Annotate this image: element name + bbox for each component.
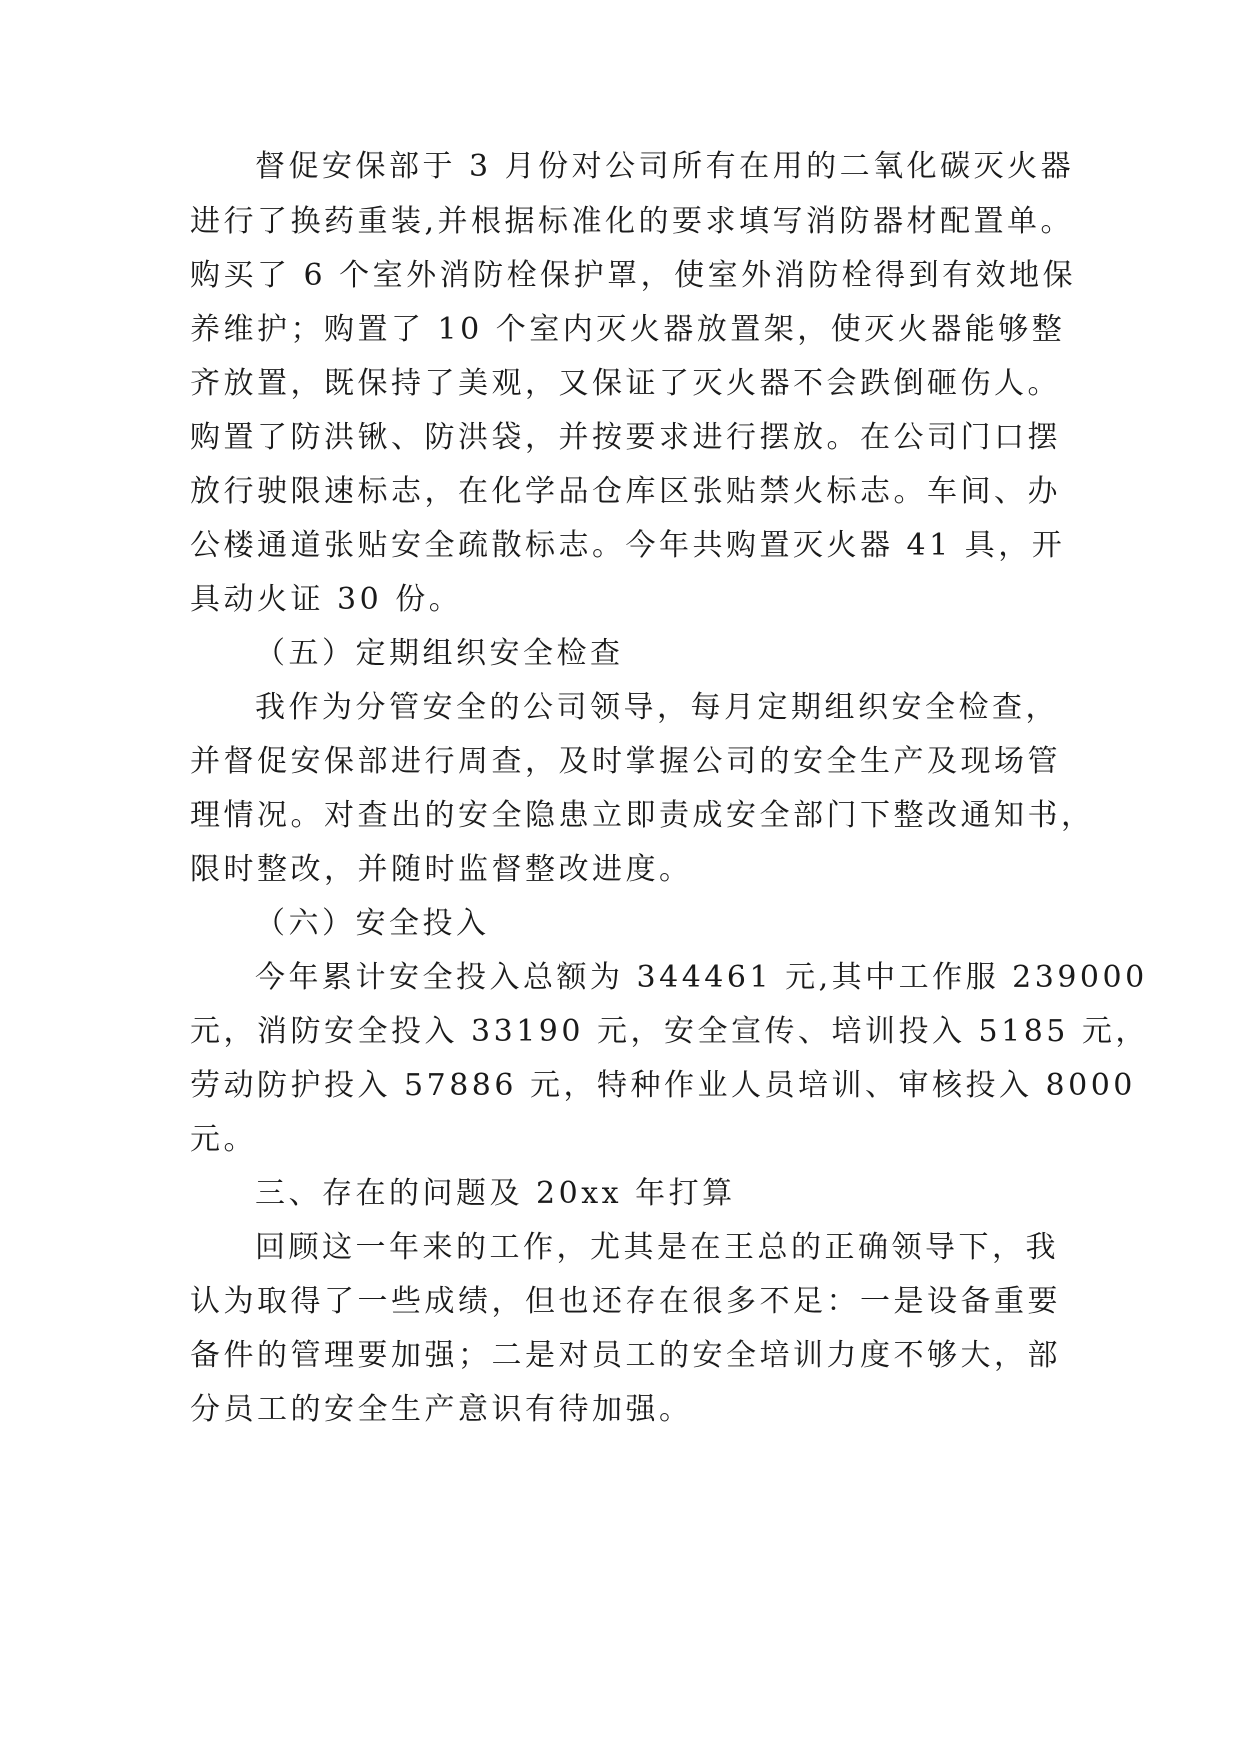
paragraph-line: 进行了换药重装,并根据标准化的要求填写消防器材配置单。 bbox=[190, 204, 1075, 239]
paragraph-line: 齐放置，既保持了美观，又保证了灭火器不会跌倒砸伤人。 bbox=[190, 366, 1061, 401]
paragraph-line: 分员工的安全生产意识有待加强。 bbox=[190, 1392, 693, 1427]
paragraph-line: 放行驶限速标志，在化学品仓库区张贴禁火标志。车间、办 bbox=[190, 474, 1061, 509]
paragraph-line: 督促安保部于 3 月份对公司所有在用的二氧化碳灭火器 bbox=[255, 149, 1075, 184]
paragraph-line: 备件的管理要加强；二是对员工的安全培训力度不够大，部 bbox=[190, 1338, 1061, 1373]
section-heading: （六）安全投入 bbox=[255, 906, 490, 941]
paragraph-line: 元。 bbox=[190, 1122, 257, 1157]
paragraph-line: 今年累计安全投入总额为 344461 元,其中工作服 239000 bbox=[255, 960, 1148, 995]
paragraph-line: 购置了防洪锹、防洪袋，并按要求进行摆放。在公司门口摆 bbox=[190, 420, 1061, 455]
paragraph-line: 认为取得了一些成绩，但也还存在很多不足：一是设备重要 bbox=[190, 1284, 1061, 1319]
paragraph-line: 劳动防护投入 57886 元，特种作业人员培训、审核投入 8000 bbox=[190, 1068, 1136, 1103]
section-heading: 三、存在的问题及 20xx 年打算 bbox=[255, 1176, 736, 1211]
paragraph-line: 元，消防安全投入 33190 元，安全宣传、培训投入 5185 元， bbox=[190, 1014, 1149, 1049]
paragraph-line: 养维护；购置了 10 个室内灭火器放置架，使灭火器能够整 bbox=[190, 312, 1066, 347]
paragraph-line: 理情况。对查出的安全隐患立即责成安全部门下整改通知书， bbox=[190, 798, 1095, 833]
paragraph-line: 并督促安保部进行周查，及时掌握公司的安全生产及现场管 bbox=[190, 744, 1061, 779]
paragraph-line: 公楼通道张贴安全疏散标志。今年共购置灭火器 41 具，开 bbox=[190, 528, 1066, 563]
paragraph-line: 限时整改，并随时监督整改进度。 bbox=[190, 852, 693, 887]
section-heading: （五）定期组织安全检查 bbox=[255, 636, 624, 671]
paragraph-line: 具动火证 30 份。 bbox=[190, 582, 463, 617]
paragraph-line: 回顾这一年来的工作，尤其是在王总的正确领导下，我 bbox=[255, 1230, 1059, 1265]
paragraph-line: 我作为分管安全的公司领导，每月定期组织安全检查， bbox=[255, 690, 1059, 725]
paragraph-line: 购买了 6 个室外消防栓保护罩，使室外消防栓得到有效地保 bbox=[190, 258, 1077, 293]
